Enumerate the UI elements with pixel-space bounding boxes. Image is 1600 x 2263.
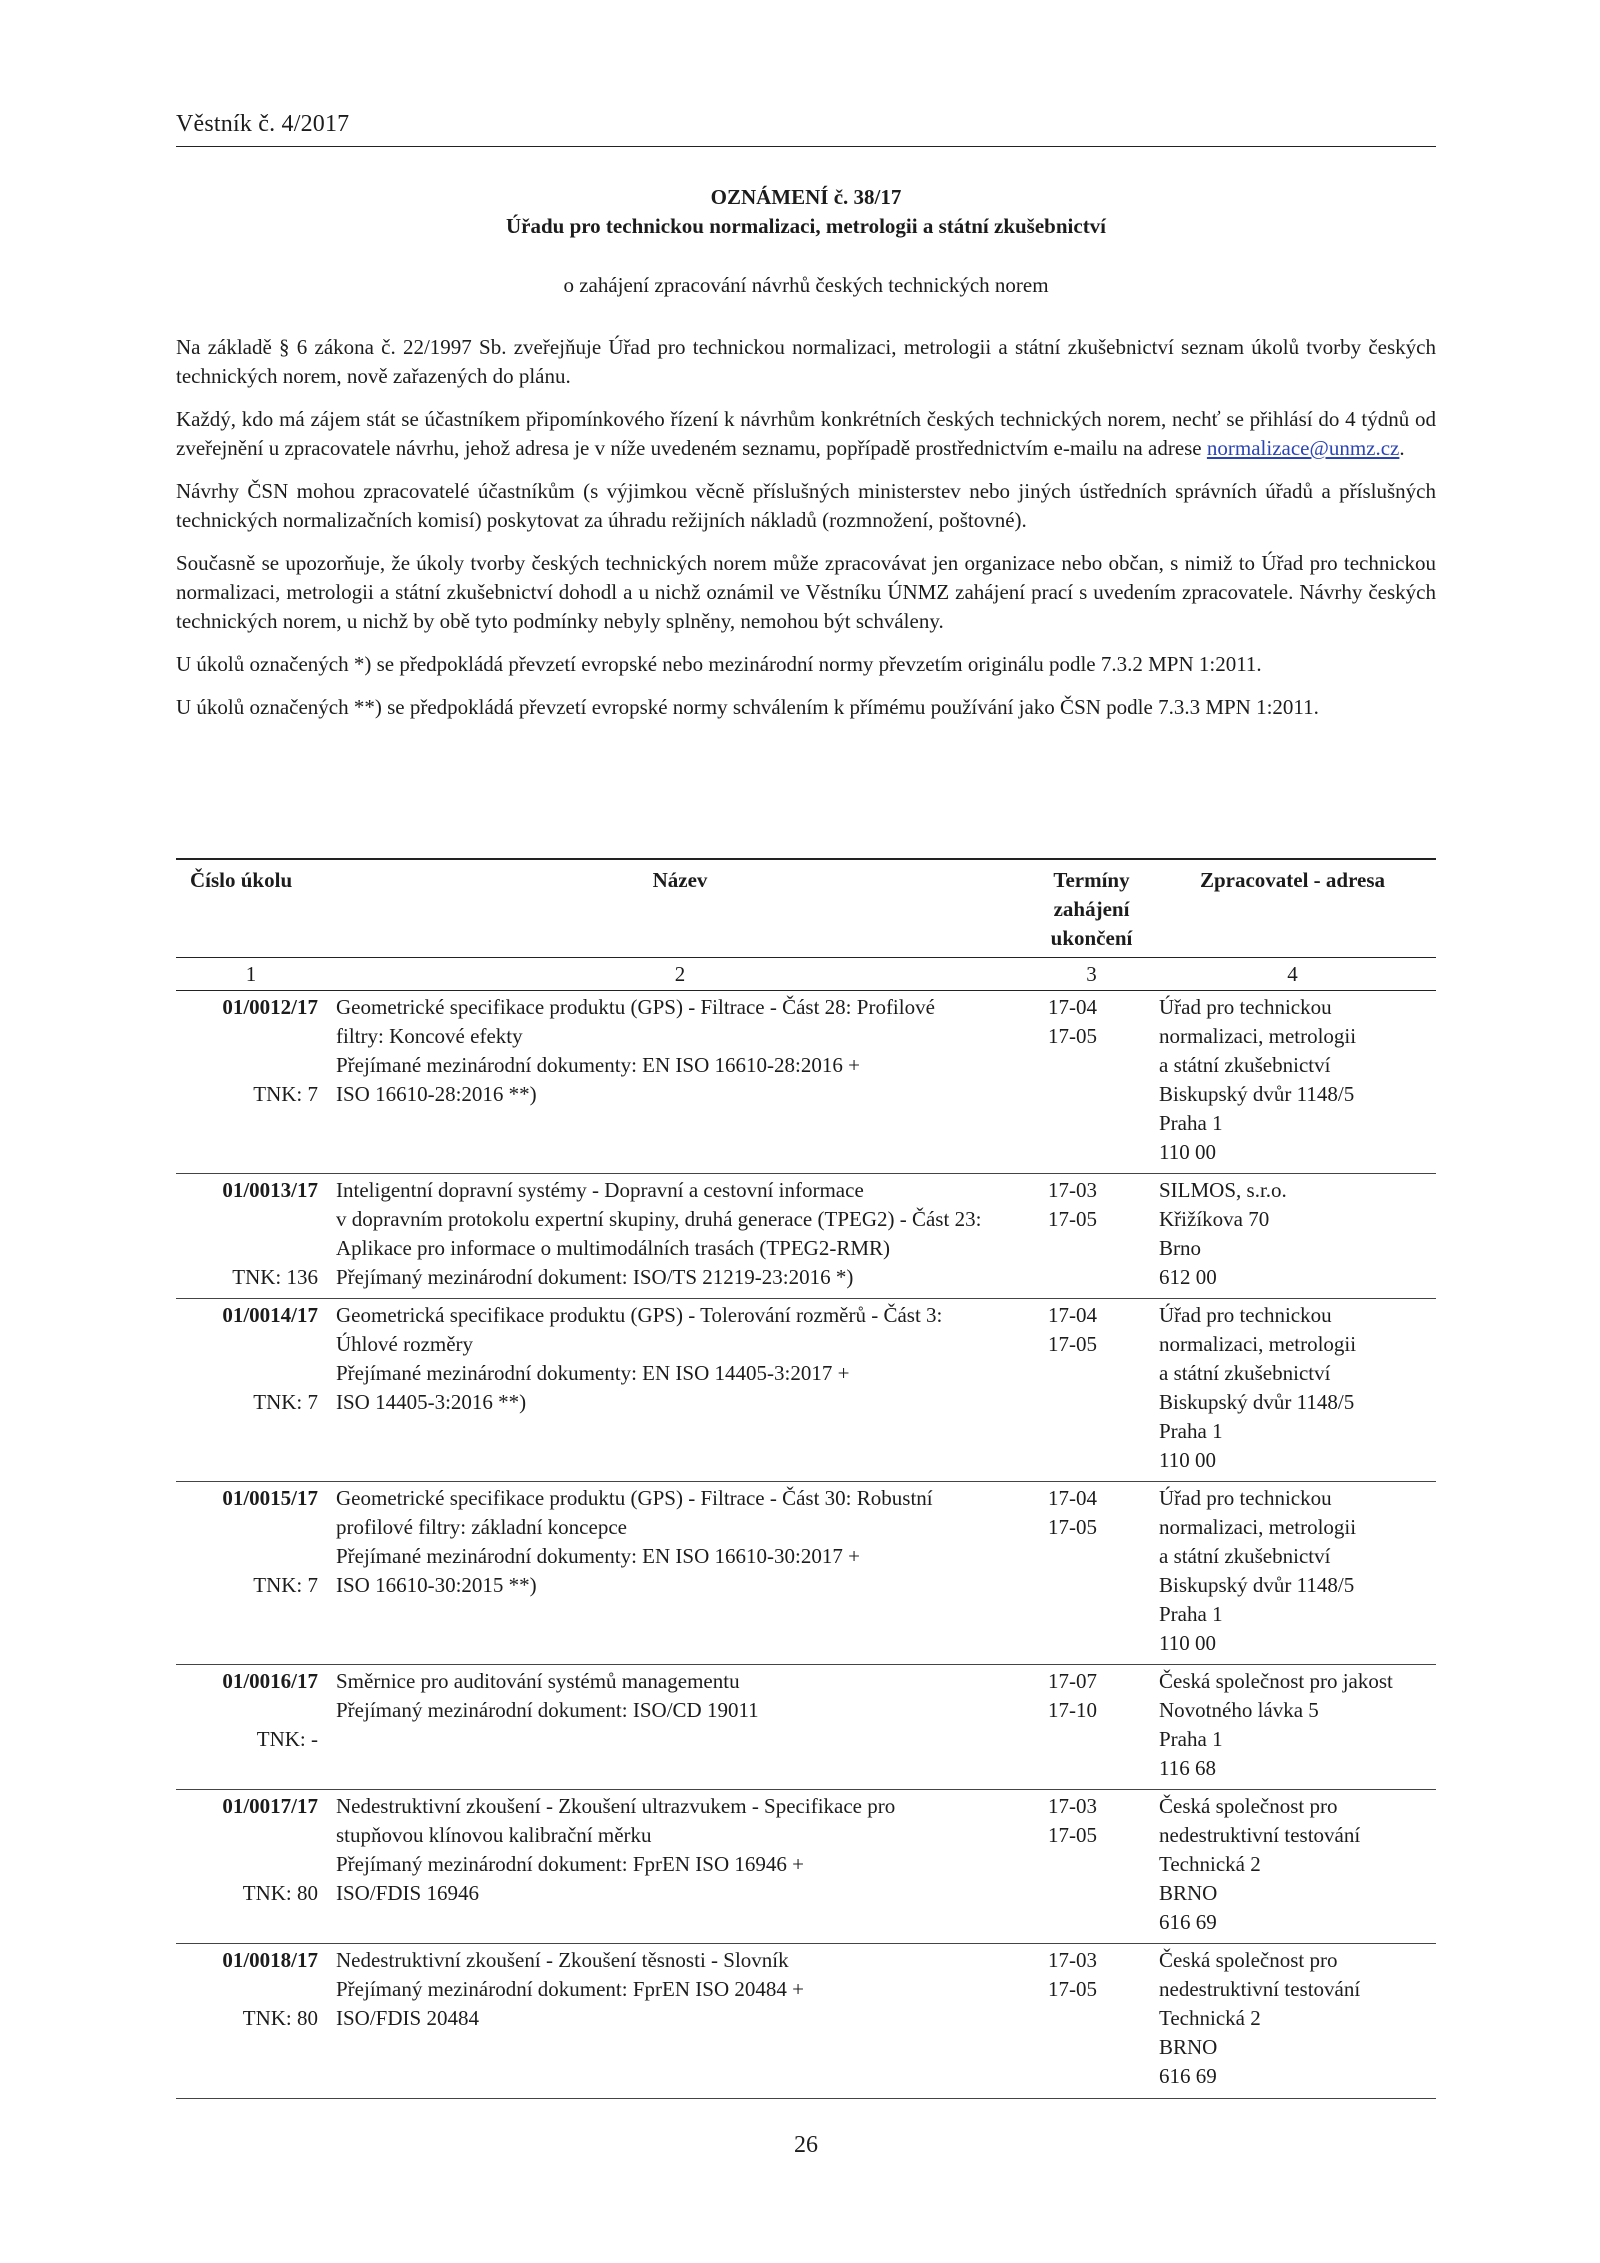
processor-address-line: Technická 2 (1159, 1852, 1261, 1876)
paragraph-participation (176, 405, 1436, 463)
term-end: 17-05 (1048, 1207, 1097, 1231)
task-name-cell (326, 1299, 1034, 1482)
tnk-label: TNK: 7 (253, 1573, 318, 1597)
column-number: 1 (245, 961, 257, 986)
task-name-cell (326, 1665, 1034, 1790)
term-start: 17-04 (1048, 1486, 1097, 1510)
task-name-cell (326, 1790, 1034, 1944)
processor-address-line: BRNO (1159, 1881, 1218, 1905)
email-link[interactable]: normalizace@unmz.cz (1206, 436, 1400, 460)
processor-address-line: nedestruktivní testování (1159, 1823, 1361, 1847)
processor-address-line: Biskupský dvůr 1148/5 (1159, 1573, 1355, 1597)
table-row (176, 1299, 1436, 1482)
task-name-line: Přejímaný mezinárodní dokument: ISO/TS 21219-23:2016 *) (336, 1265, 854, 1289)
processor-address-line: Česká společnost pro (1159, 1948, 1338, 1972)
task-name-line: v dopravním protokolu expertní skupiny, druhá generace (TPEG2) - Část 23: (336, 1207, 982, 1231)
task-name-line: Přejímané mezinárodní dokumenty: EN ISO 16610-30:2017 + (336, 1544, 860, 1568)
processor-address-line: Úřad pro technickou (1159, 995, 1332, 1019)
task-terms-cell (1034, 1174, 1149, 1299)
task-name-line: Geometrická specifikace produktu (GPS) - Tolerování rozměrů - Část 3: (336, 1303, 943, 1327)
task-name-cell (326, 1944, 1034, 2099)
column-header-processor: Zpracovatel - adresa (1199, 868, 1386, 892)
task-name-line: Přejímané mezinárodní dokumenty: EN ISO 16610-28:2016 + (336, 1053, 860, 1077)
processor-address-line: Praha 1 (1159, 1419, 1223, 1443)
term-start: 17-03 (1048, 1178, 1097, 1202)
tnk-label: TNK: - (256, 1727, 318, 1751)
processor-address-line: normalizaci, metrologii (1159, 1024, 1357, 1048)
processor-address-cell (1149, 1665, 1436, 1790)
task-name-line: Přejímaný mezinárodní dokument: ISO/CD 19011 (336, 1698, 759, 1722)
tasks-table (176, 858, 1436, 2099)
task-number-cell (176, 1174, 326, 1299)
term-end: 17-10 (1048, 1698, 1097, 1722)
column-number: 4 (1287, 961, 1298, 986)
tnk-label: TNK: 7 (253, 1390, 318, 1414)
processor-address-cell (1149, 991, 1436, 1174)
task-id: 01/0013/17 (222, 1178, 318, 1202)
term-end: 17-05 (1048, 1823, 1097, 1847)
processor-address-line: Biskupský dvůr 1148/5 (1159, 1082, 1355, 1106)
processor-address-line: Novotného lávka 5 (1159, 1698, 1319, 1722)
task-number-cell (176, 1665, 326, 1790)
column-header-terms-line: ukončení (1050, 926, 1133, 950)
task-name-line: filtry: Koncové efekty (336, 1024, 523, 1048)
task-id: 01/0015/17 (222, 1486, 318, 1510)
task-terms-cell (1034, 1790, 1149, 1944)
journal-title: Věstník č. 4/2017 (176, 111, 350, 137)
task-name-cell (326, 1174, 1034, 1299)
processor-address-line: 110 00 (1159, 1448, 1216, 1472)
column-header-name: Název (652, 868, 708, 892)
tnk-label: TNK: 7 (253, 1082, 318, 1106)
task-id: 01/0012/17 (222, 995, 318, 1019)
term-start: 17-03 (1048, 1948, 1097, 1972)
processor-address-cell (1149, 1299, 1436, 1482)
processor-address-line: SILMOS, s.r.o. (1159, 1178, 1287, 1202)
task-name-line: Přejímaný mezinárodní dokument: FprEN ISO 16946 + (336, 1852, 804, 1876)
task-name-line: Směrnice pro auditování systémů managementu (336, 1669, 740, 1693)
term-end: 17-05 (1048, 1515, 1097, 1539)
tnk-label: TNK: 80 (242, 1881, 318, 1905)
column-number: 3 (1086, 961, 1097, 986)
processor-address-line: Křižíkova 70 (1159, 1207, 1270, 1231)
paragraph-participation-text: Každý, kdo má zájem stát se účastníkem připomínkového řízení k návrhům konkrétních českých technických norem, nechť se přihlásí do 4 týdnů od zveřejnění u zpracovatele návrhu, jehož adresa je v níže uvedeném seznamu, popřípadě prostřednictvím e-mailu na adrese (176, 407, 1436, 460)
task-id: 01/0017/17 (222, 1794, 318, 1818)
term-end: 17-05 (1048, 1977, 1097, 2001)
task-terms-cell (1034, 1299, 1149, 1482)
announcement-title (176, 183, 1436, 241)
processor-address-line: Praha 1 (1159, 1111, 1223, 1135)
task-id: 01/0018/17 (222, 1948, 318, 1972)
task-terms-cell (1034, 1665, 1149, 1790)
paragraph-legal-basis: Na základě § 6 zákona č. 22/1997 Sb. zveřejňuje Úřad pro technickou normalizaci, metrologii a státní zkušebnictví seznam úkolů tvorby českých technických norem, nově zařazených do plánu. (176, 335, 1436, 388)
task-number-cell (176, 1482, 326, 1665)
task-id: 01/0014/17 (222, 1303, 318, 1327)
processor-address-line: Biskupský dvůr 1148/5 (1159, 1390, 1355, 1414)
term-end: 17-05 (1048, 1332, 1097, 1356)
table-header-row (176, 859, 1436, 958)
body-text (176, 333, 1436, 736)
task-name-line: Přejímaný mezinárodní dokument: FprEN ISO 20484 + (336, 1977, 804, 2001)
task-number-cell (176, 1790, 326, 1944)
processor-address-line: nedestruktivní testování (1159, 1977, 1361, 2001)
processor-address-line: 616 69 (1159, 2064, 1217, 2088)
processor-address-line: 612 00 (1159, 1265, 1217, 1289)
announcement-number: OZNÁMENÍ č. 38/17 (710, 185, 902, 209)
processor-address-line: a státní zkušebnictví (1159, 1053, 1331, 1077)
processor-address-cell (1149, 1790, 1436, 1944)
processor-address-line: 110 00 (1159, 1631, 1216, 1655)
processor-address-line: Praha 1 (1159, 1602, 1223, 1626)
processor-address-line: Úřad pro technickou (1159, 1303, 1332, 1327)
processor-address-line: Praha 1 (1159, 1727, 1223, 1751)
issuing-office: Úřadu pro technickou normalizaci, metrologii a státní zkušebnictví (505, 214, 1107, 238)
task-number-cell (176, 1944, 326, 2099)
processor-address-cell (1149, 1174, 1436, 1299)
paragraph-draft-fees: Návrhy ČSN mohou zpracovatelé účastníkům (s výjimkou věcně příslušných ministerstev nebo jiných ústředních správních úřadů a příslušných technických normalizačních komisí) poskytovat za úhradu režijních nákladů (rozmnožení, poštovné). (176, 479, 1436, 532)
processor-address-line: Česká společnost pro (1159, 1794, 1338, 1818)
processor-address-line: BRNO (1159, 2035, 1218, 2059)
term-start: 17-04 (1048, 995, 1097, 1019)
processor-address-line: 616 69 (1159, 1910, 1217, 1934)
paragraph-note-double-asterisk: U úkolů označených **) se předpokládá převzetí evropské normy schválením k přímému používání jako ČSN podle 7.3.3 MPN 1:2011. (176, 695, 1319, 719)
announcement-subject: o zahájení zpracování návrhů českých technických norem (563, 273, 1049, 297)
task-name-cell (326, 1482, 1034, 1665)
processor-address-cell (1149, 1482, 1436, 1665)
task-terms-cell (1034, 1482, 1149, 1665)
tnk-label: TNK: 80 (242, 2006, 318, 2030)
task-name-line: Geometrické specifikace produktu (GPS) - Filtrace - Část 28: Profilové (336, 995, 935, 1019)
task-number-cell (176, 1299, 326, 1482)
task-number-cell (176, 991, 326, 1174)
task-name-line: Přejímané mezinárodní dokumenty: EN ISO 14405-3:2017 + (336, 1361, 850, 1385)
page-header (176, 112, 1436, 147)
paragraph-note-single-asterisk: U úkolů označených *) se předpokládá převzetí evropské nebo mezinárodní normy převzetím originálu podle 7.3.2 MPN 1:2011. (176, 652, 1262, 676)
term-start: 17-03 (1048, 1794, 1097, 1818)
processor-address-line: normalizaci, metrologii (1159, 1332, 1357, 1356)
processor-address-line: a státní zkušebnictví (1159, 1544, 1331, 1568)
table-row (176, 1790, 1436, 1944)
task-terms-cell (1034, 1944, 1149, 2099)
processor-address-line: 110 00 (1159, 1140, 1216, 1164)
processor-address-line: Brno (1159, 1236, 1201, 1260)
column-header-terms-line: Termíny (1053, 868, 1130, 892)
task-name-line: ISO 16610-30:2015 **) (336, 1573, 537, 1597)
task-name-line: Nedestruktivní zkoušení - Zkoušení ultrazvukem - Specifikace pro (336, 1794, 896, 1818)
task-name-line: ISO/FDIS 16946 (336, 1881, 479, 1905)
processor-address-line: normalizaci, metrologii (1159, 1515, 1357, 1539)
page-number: 26 (794, 2132, 818, 2158)
task-name-line: profilové filtry: základní koncepce (336, 1515, 627, 1539)
task-name-line: stupňovou klínovou kalibrační měrku (336, 1823, 652, 1847)
task-id: 01/0016/17 (222, 1669, 318, 1693)
task-name-line: ISO 14405-3:2016 **) (336, 1390, 527, 1414)
processor-address-line: Úřad pro technickou (1159, 1486, 1332, 1510)
task-name-cell (326, 991, 1034, 1174)
task-name-line: Úhlové rozměry (336, 1332, 474, 1356)
processor-address-line: 116 68 (1159, 1756, 1216, 1780)
column-number: 2 (674, 961, 686, 986)
column-header-task-number: Číslo úkolu (190, 868, 293, 892)
processor-address-line: a státní zkušebnictví (1159, 1361, 1331, 1385)
table-row (176, 1944, 1436, 2099)
task-name-line: Geometrické specifikace produktu (GPS) - Filtrace - Část 30: Robustní (336, 1486, 933, 1510)
paragraph-notice: Současně se upozorňuje, že úkoly tvorby českých technických norem může zpracovávat jen organizace nebo občan, s nimiž to Úřad pro technickou normalizaci, metrologii a státní zkušebnictví dohodl a u nichž oznámil ve Věstníku ÚNMZ zahájení prací s uvedením zpracovatele. Návrhy českých technických norem, u nichž by obě tyto podmínky nebyly splněny, nemohou být schváleny. (176, 551, 1436, 633)
task-name-line: ISO/FDIS 20484 (336, 2006, 479, 2030)
table-row (176, 1482, 1436, 1665)
column-header-terms-line: zahájení (1053, 897, 1130, 921)
term-end: 17-05 (1048, 1024, 1097, 1048)
task-name-line: Inteligentní dopravní systémy - Dopravní a cestovní informace (336, 1178, 864, 1202)
column-number-row (176, 958, 1436, 991)
tasks-table-container (176, 858, 1436, 2099)
term-start: 17-07 (1048, 1669, 1097, 1693)
term-start: 17-04 (1048, 1303, 1097, 1327)
tnk-label: TNK: 136 (232, 1265, 318, 1289)
table-row (176, 991, 1436, 1174)
task-name-line: Nedestruktivní zkoušení - Zkoušení těsnosti - Slovník (336, 1948, 789, 1972)
column-header-terms (1034, 859, 1149, 958)
task-name-line: Aplikace pro informace o multimodálních trasách (TPEG2-RMR) (336, 1236, 891, 1260)
paragraph-participation-end: . (1399, 436, 1405, 460)
processor-address-line: Technická 2 (1159, 2006, 1261, 2030)
processor-address-line: Česká společnost pro jakost (1159, 1669, 1393, 1693)
task-terms-cell (1034, 991, 1149, 1174)
table-row (176, 1665, 1436, 1790)
table-row (176, 1174, 1436, 1299)
task-name-line: ISO 16610-28:2016 **) (336, 1082, 537, 1106)
table-body (176, 991, 1436, 2099)
processor-address-cell (1149, 1944, 1436, 2099)
